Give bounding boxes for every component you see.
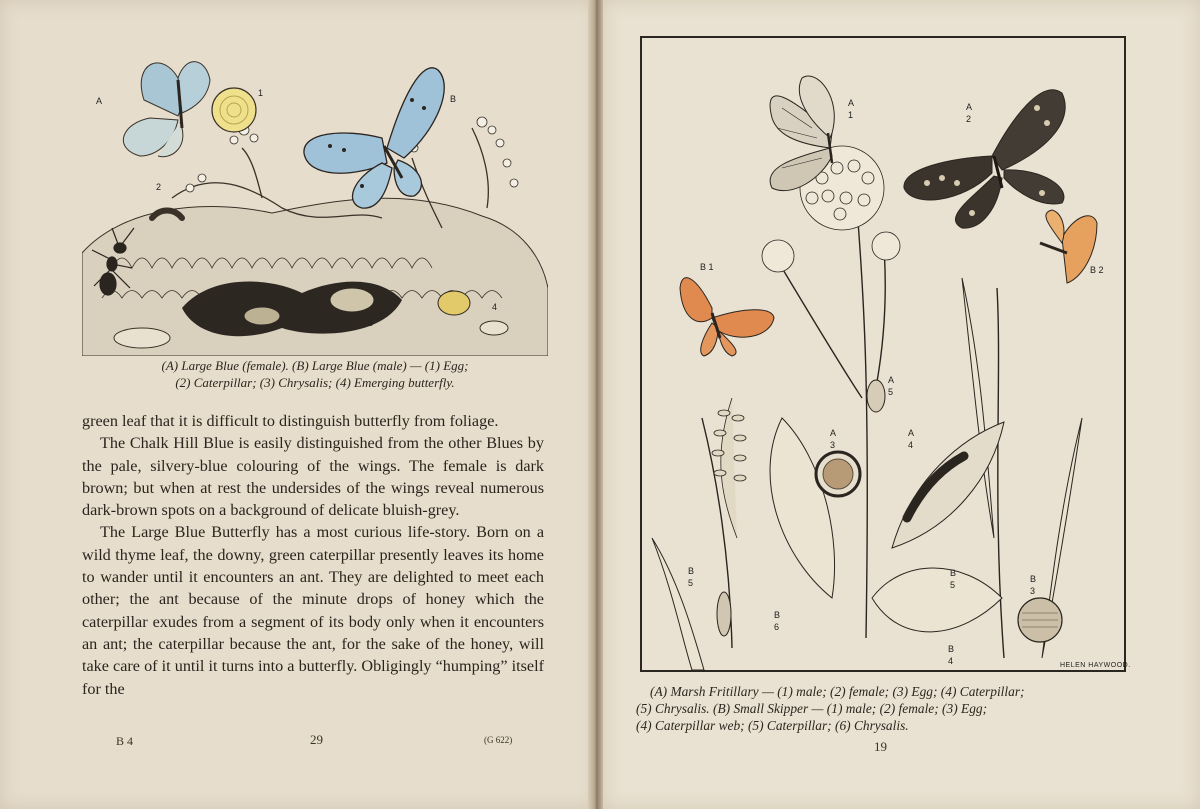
label-a2: A (966, 102, 973, 112)
label-a5-num: 5 (888, 387, 894, 397)
left-page-number: 29 (310, 732, 323, 747)
label-b: B (450, 94, 457, 104)
left-figure-caption (82, 357, 548, 391)
label-b4-num: 4 (948, 656, 954, 666)
left-page (0, 0, 596, 809)
label-b6-num: 6 (774, 622, 780, 632)
label-4: 4 (492, 302, 498, 312)
marsh-fritillary-female (904, 90, 1065, 228)
signature-mark: B 4 (116, 734, 134, 748)
right-caption-line-3: (4) Caterpillar web; (5) Caterpillar; (6) Chrysalis. (636, 718, 909, 733)
label-a3: A (830, 428, 837, 438)
right-caption-line-1: (A) Marsh Fritillary — (1) male; (2) female; (3) Egg; (4) Caterpillar; (650, 684, 1025, 699)
label-b2: B 2 (1090, 265, 1104, 275)
left-caption-line-2: (2) Caterpillar; (3) Chrysalis; (4) Emerging butterfly. (175, 375, 455, 390)
label-b5-left: B (688, 566, 695, 576)
left-body-text (82, 410, 544, 700)
fritillary-skipper-illustration (642, 38, 1124, 670)
label-1: 1 (258, 88, 264, 98)
label-a4: A (908, 428, 915, 438)
label-b3: B (1030, 574, 1037, 584)
right-figure-caption (636, 683, 1134, 734)
small-skipper-female (1040, 210, 1097, 283)
printer-code: (G 622) (484, 735, 513, 745)
left-caption-line-1: (A) Large Blue (female). (B) Large Blue (male) — (1) Egg; (161, 358, 469, 373)
artist-signature: HELEN HAYWOOD. (1060, 662, 1131, 669)
large-blue-illustration (82, 38, 548, 356)
large-blue-female-butterfly (123, 62, 210, 157)
small-skipper-male (680, 278, 774, 356)
label-a: A (96, 96, 103, 106)
paragraph-1: green leaf that it is difficult to distinguish butterfly from foliage. (82, 412, 499, 430)
right-caption-line-2: (5) Chrysalis. (B) Small Skipper — (1) male; (2) female; (3) Egg; (636, 701, 988, 716)
label-a4-num: 4 (908, 440, 914, 450)
label-3: 3 (368, 318, 374, 328)
label-b5-right-num: 5 (950, 580, 956, 590)
label-a1: A (848, 98, 855, 108)
label-a3-num: 3 (830, 440, 836, 450)
label-a2-num: 2 (966, 114, 972, 124)
label-b5-left-num: 5 (688, 578, 694, 588)
paragraph-3: The Large Blue Butterfly has a most curious life-story. Born on a wild thyme leaf, the downy, green caterpillar presently leaves its home to wander until it encounters an ant. They are delighted to meet each other; the ant because of the minute drops of honey which the caterpillar exudes from a segment of its body only when it encounters an ant; the caterpillar because the ant, for the sake of the honey, will take care of it until it turns into a butterfly. Obligingly “humping” itself for the (82, 523, 544, 698)
paragraph-2: The Chalk Hill Blue is easily distinguished from the other Blues by the pale, silvery-blue colouring of the wings. The female is dark brown; but when at rest the undersides of the wings reveal numerous dark-brown spots on a background of delicate bluish-grey. (82, 434, 544, 520)
label-2: 2 (156, 182, 162, 192)
right-page-number: 19 (874, 739, 887, 754)
label-b4: B (948, 644, 955, 654)
label-b1: B 1 (700, 262, 714, 272)
label-b6: B (774, 610, 781, 620)
label-b3-num: 3 (1030, 586, 1036, 596)
label-a1-num: 1 (848, 110, 854, 120)
book-gutter (588, 0, 604, 809)
label-b5-right: B (950, 568, 957, 578)
label-a5: A (888, 375, 895, 385)
